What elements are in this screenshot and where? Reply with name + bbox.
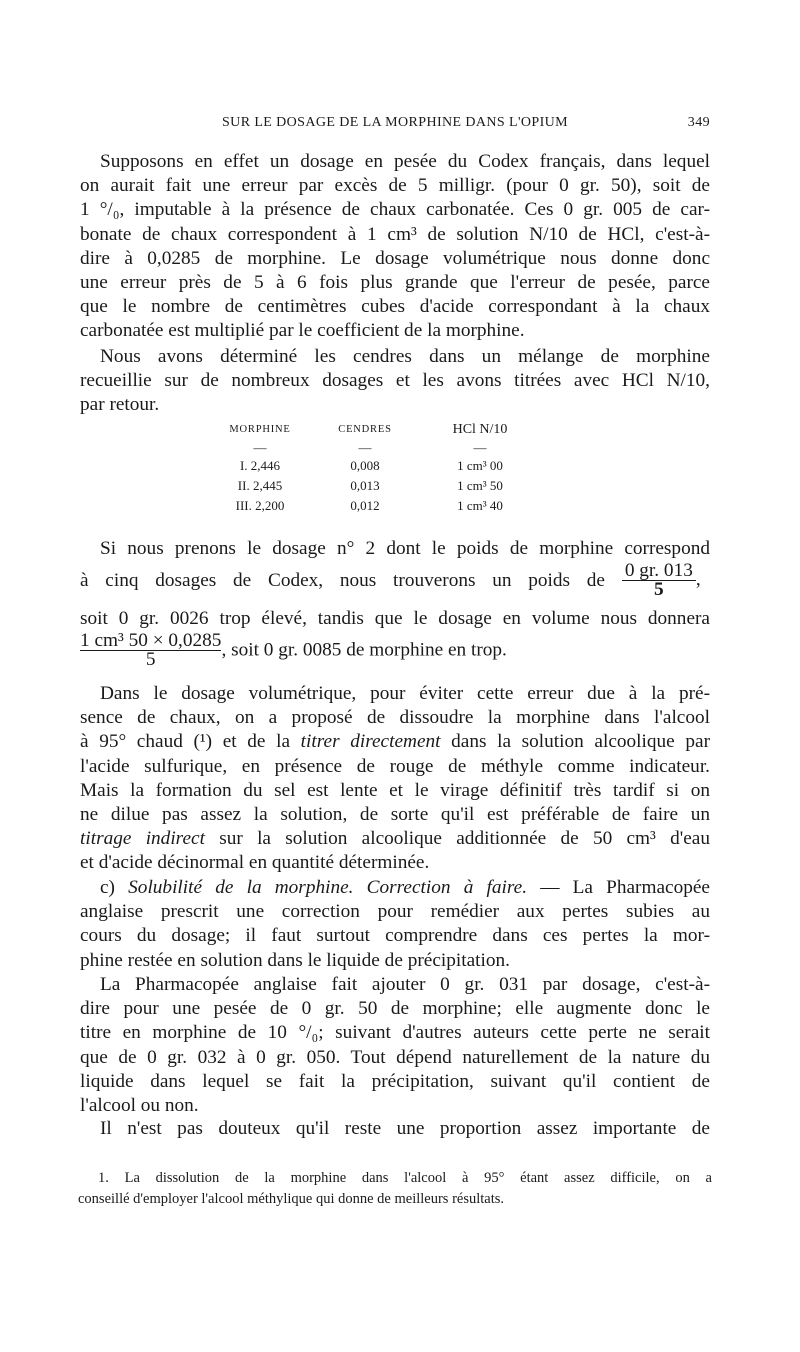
text-line: La Pharmacopée anglaise fait ajouter 0 gr. 031 par dosage, c'est-à- <box>100 974 710 995</box>
dash: — <box>253 440 267 455</box>
table-row <box>215 476 535 496</box>
text-line: 1 °/₀, imputable à la présence de chaux carbonatée. Ces 0 gr. 005 de car- <box>80 199 710 221</box>
paragraph-7 <box>80 1117 710 1141</box>
text-line: et d'acide décinormal en quantité déterminée. <box>80 852 430 874</box>
text-line: que de 0 gr. 032 à 0 gr. 050. Tout dépend naturellement de la nature du <box>80 1046 710 1068</box>
fraction-line-2 <box>80 632 507 669</box>
fraction-denominator: 5 <box>145 649 156 670</box>
text-line: Dans le dosage volumétrique, pour éviter cette erreur due à la pré- <box>100 683 710 704</box>
paragraph-1 <box>80 150 710 344</box>
column-header: HCl N/10 <box>452 422 508 437</box>
running-title: SUR LE DOSAGE DE LA MORPHINE DANS L'OPIUM <box>222 115 568 130</box>
italic-phrase: titrage indirect <box>80 828 205 850</box>
text-segment: à cinq dosages de Codex, nous trouverons un poids de <box>80 569 605 591</box>
italic-phrase: titrer directement <box>300 731 441 753</box>
table-dash-row <box>215 440 535 456</box>
page-number: 349 <box>687 115 710 130</box>
text-line: une erreur près de 5 à 6 fois plus grande que l'erreur de pesée, parce <box>80 271 710 293</box>
paragraph-4 <box>80 682 710 876</box>
dash: — <box>358 440 372 455</box>
table-header-row <box>215 420 535 440</box>
text-line: Supposons en effet un dosage en pesée du Codex français, dans lequel <box>100 151 710 172</box>
text-line: l'acide sulfurique, en présence de rouge de méthyle comme indicateur. <box>80 755 710 777</box>
fraction-numerator: 1 cm³ 50 × 0,0285 <box>80 630 222 651</box>
paragraph-3-line-3 <box>80 607 710 631</box>
text-line: par retour. <box>80 394 160 416</box>
text-line: recueillie sur de nombreux dosages et les avons titrées avec HCl N/10, <box>80 370 710 392</box>
table-cell: 1 cm³ 50 <box>457 478 503 493</box>
text-line: anglaise prescrit une correction pour remédier aux pertes subies au <box>80 901 710 923</box>
text-line: bonate de chaux correspondent à 1 cm³ de solution N/10 de HCl, c'est-à- <box>80 223 710 245</box>
text-line: l'alcool ou non. <box>80 1094 199 1116</box>
fraction-denominator: 5 <box>654 579 664 600</box>
text-line: on aurait fait une erreur par excès de 5 milligr. (pour 0 gr. 50), soit de <box>80 175 710 197</box>
text-line: dire à 0,0285 de morphine. Le dosage volumétrique nous donne donc <box>80 247 710 269</box>
text-line: liquide dans lequel se fait la précipitation, suivant qu'il contient de <box>80 1070 710 1092</box>
paragraph-5 <box>80 876 710 973</box>
table-cell: 1 cm³ 40 <box>457 498 503 513</box>
dash: — <box>473 440 487 455</box>
paragraph-6 <box>80 973 710 1118</box>
text-line: Nous avons déterminé les cendres dans un mélange de morphine <box>100 346 710 367</box>
footnote-line: conseillé d'employer l'alcool méthylique qui donne de meilleurs résultats. <box>78 1191 505 1207</box>
ash-titration-table <box>215 420 535 516</box>
text-line: sence de chaux, on a proposé de dissoudre la morphine dans l'alcool <box>80 707 710 729</box>
table-cell: 0,008 <box>350 458 380 473</box>
paragraph-2 <box>80 345 710 418</box>
column-header: MORPHINE <box>229 424 291 435</box>
text-line: Mais la formation du sel est lente et le virage définitif très tardif si on <box>80 779 710 801</box>
table-cell: I. 2,446 <box>239 458 281 473</box>
text-line: Il n'est pas douteux qu'il reste une proportion assez importante de <box>100 1118 710 1139</box>
table-cell: II. 2,445 <box>237 478 283 493</box>
running-header <box>80 115 710 139</box>
footnote-line: 1. La dissolution de la morphine dans l'alcool à 95° étant assez difficile, on a <box>98 1170 712 1186</box>
text-line: titrage indirect sur la solution alcoolique additionnée de 50 cm³ d'eau <box>80 828 710 850</box>
italic-phrase: Solubilité de la morphine. Correction à faire. <box>128 877 528 898</box>
text-line: que le nombre de centimètres cubes d'acide correspondant à la chaux <box>80 296 710 318</box>
table-cell: 0,013 <box>350 478 380 493</box>
text-line: titre en morphine de 10 °/₀; suivant d'autres auteurs cette perte ne serait <box>80 1022 710 1044</box>
text-line: phine restée en solution dans le liquide de précipitation. <box>80 949 510 971</box>
text-line: carbonatée est multiplié par le coefficient de la morphine. <box>80 320 525 342</box>
text-line: dire pour une pesée de 0 gr. 50 de morphine; elle augmente donc le <box>80 998 710 1020</box>
table-cell: 1 cm³ 00 <box>457 458 503 473</box>
text-line: c) Solubilité de la morphine. Correction à faire. — La Pharmacopée <box>100 877 710 898</box>
table-row <box>215 456 535 476</box>
paragraph-3-line-1 <box>80 537 710 561</box>
text-segment: , soit 0 gr. 0085 de morphine en trop. <box>221 639 507 661</box>
text-line: soit 0 gr. 0026 trop élevé, tandis que le dosage en volume nous donnera <box>80 608 710 629</box>
fraction-numerator: 0 gr. 013 <box>622 562 696 581</box>
column-header: CENDRES <box>338 424 392 435</box>
fraction-line-1 <box>80 562 710 599</box>
text-segment: , <box>695 568 701 590</box>
fraction-volume <box>80 632 221 669</box>
table-row <box>215 496 535 516</box>
text-line: à 95° chaud (¹) et de la titrer directement dans la solution alcoolique par <box>80 731 710 753</box>
footnote <box>78 1168 712 1210</box>
fraction-weight <box>622 562 696 599</box>
text-line: Si nous prenons le dosage n° 2 dont le poids de morphine correspond <box>100 538 710 559</box>
table-cell: III. 2,200 <box>235 498 285 513</box>
table-cell: 0,012 <box>350 498 380 513</box>
text-line: ne dilue pas assez la solution, de sorte qu'il est préférable de faire un <box>80 803 710 825</box>
text-line: cours du dosage; il faut surtout comprendre dans ces pertes la mor- <box>80 925 710 947</box>
